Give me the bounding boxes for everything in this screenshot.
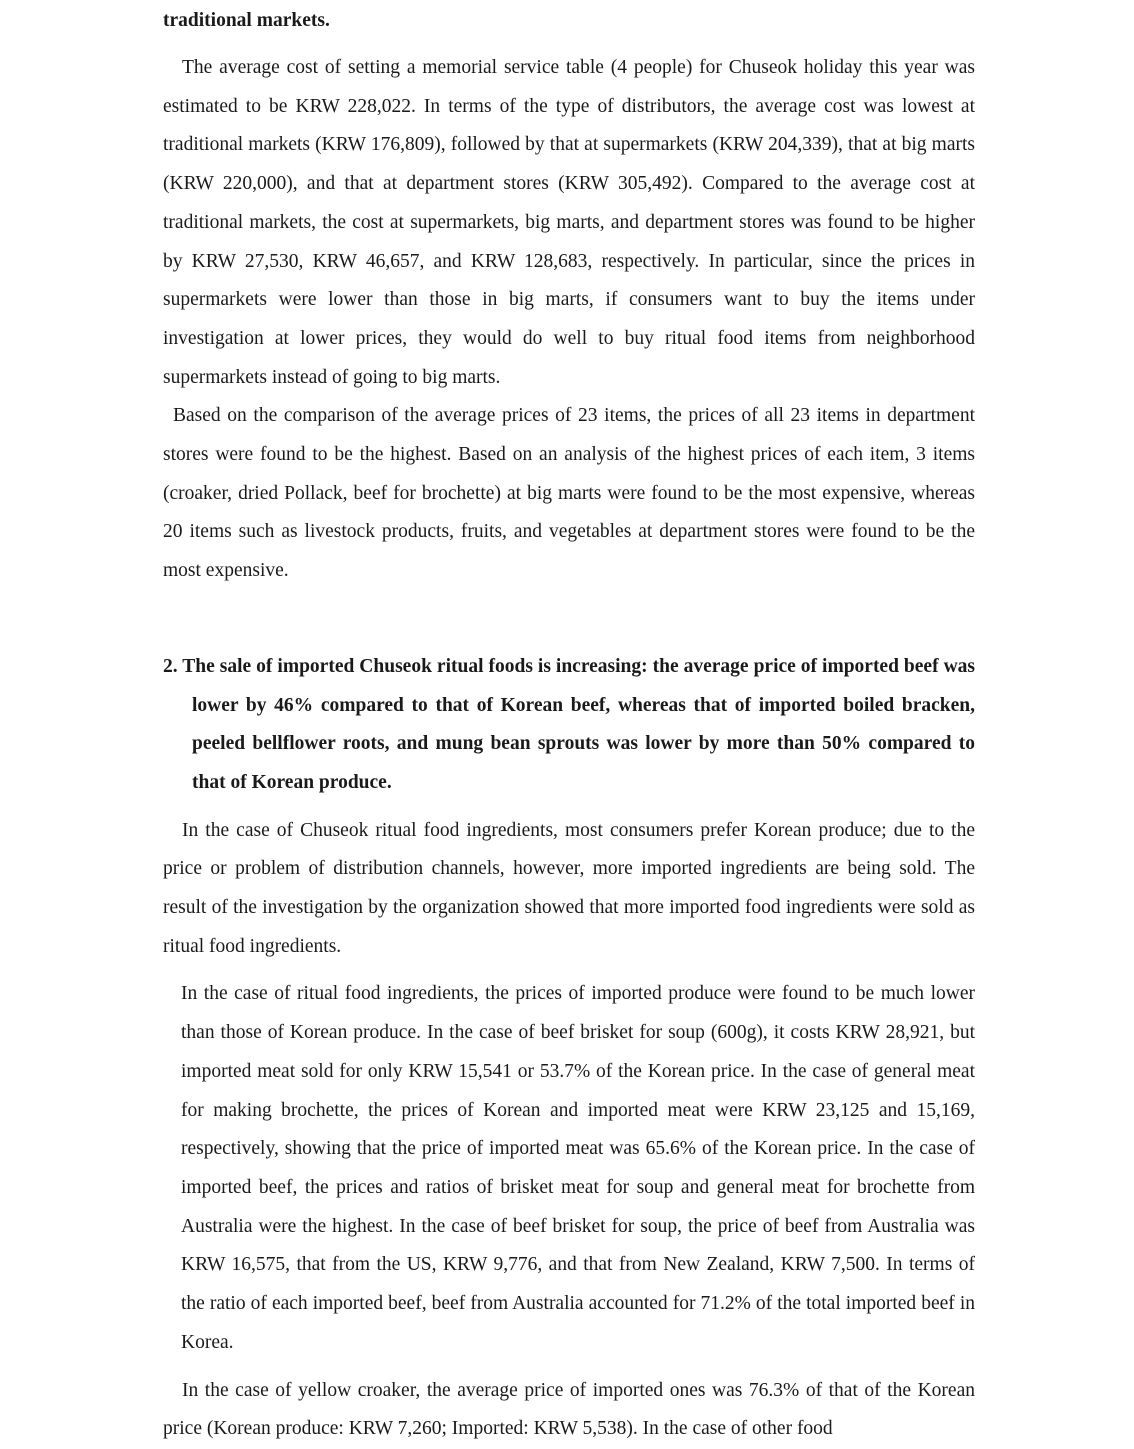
paragraph-item-comparison: Based on the comparison of the average prices of 23 items, the prices of all 23 items in department stores were found to be the highest. Based on an analysis of the highest prices of each item, 3 items (croaker, dried Pollack, beef for brochette) at big marts were found to be the most expensive, whereas 20 items such as livestock products, fruits, and vegetables at department stores were found to be the most expensive. bbox=[163, 405, 975, 582]
section-2-heading: 2. The sale of imported Chuseok ritual foods is increasing: the average price of imported beef was lower by 46% compared to that of Korean beef, whereas that of imported boiled bracken, peeled bellflower roots, and mung bean sprouts was lower by more than 50% compared to that of Korean produce. bbox=[163, 655, 975, 793]
top-heading: traditional markets. bbox=[163, 10, 330, 31]
paragraph-beef-prices: In the case of ritual food ingredients, the prices of imported produce were found to be much lower than those of Korean produce. In the case of beef brisket for soup (600g), it costs KRW 28,921, but imported meat sold for only KRW 15,541 or 53.7% of the Korean price. In the case of general meat for making brochette, the prices of Korean and imported meat were KRW 23,125 and 15,169, respectively, showing that the price of imported meat was 65.6% of the Korean price. In the case of imported beef, the prices and ratios of brisket meat for soup and general meat for brochette from Australia were the highest. In the case of beef brisket for soup, the price of beef from Australia was KRW 16,575, that from the US, KRW 9,776, and that from New Zealand, KRW 7,500. In terms of the ratio of each imported beef, beef from Australia accounted for 71.2% of the total imported beef in Korea. bbox=[181, 983, 975, 1353]
paragraph-consumer-preference: In the case of Chuseok ritual food ingredients, most consumers prefer Korean produce; due to the price or problem of distribution channels, however, more imported ingredients are being sold. The result of the investigation by the organization showed that more imported food ingredients were sold as ritual food ingredients. bbox=[163, 819, 975, 957]
document-page bbox=[163, 0, 975, 1449]
paragraph-cost-summary: The average cost of setting a memorial service table (4 people) for Chuseok holiday this year was estimated to be KRW 228,022. In terms of the type of distributors, the average cost was lowest at traditional markets (KRW 176,809), followed by that at supermarkets (KRW 204,339), that at big marts (KRW 220,000), and that at department stores (KRW 305,492). Compared to the average cost at traditional markets, the cost at supermarkets, big marts, and department stores was found to be higher by KRW 27,530, KRW 46,657, and KRW 128,683, respectively. In particular, since the prices in supermarkets were lower than those in big marts, if consumers want to buy the items under investigation at lower prices, they would do well to buy ritual food items from neighborhood supermarkets instead of going to big marts. bbox=[163, 57, 975, 388]
paragraph-croaker: In the case of yellow croaker, the average price of imported ones was 76.3% of that of the Korean price (Korean produce: KRW 7,260; Imported: KRW 5,538). In the case of other food bbox=[163, 1379, 975, 1440]
